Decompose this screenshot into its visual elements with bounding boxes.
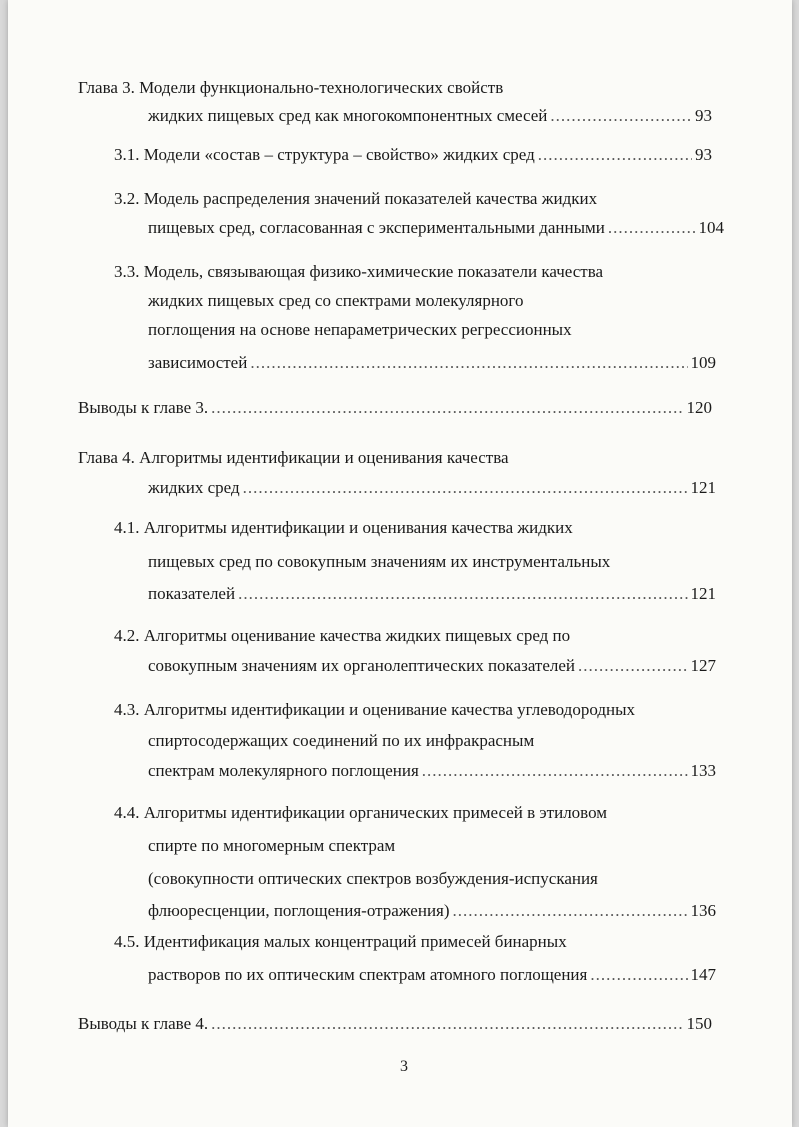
toc-page-number: 93 [695,106,712,125]
toc-page-number: 136 [690,901,716,920]
toc-entry-3-3-line3: поглощения на основе непараметрических регрессионных [148,320,572,339]
toc-page-number: 121 [690,584,716,603]
toc-entry-text: спектрам молекулярного поглощения [148,761,419,780]
toc-page-number: 150 [686,1014,712,1033]
toc-entry-4-3-line2: спиртосодержащих соединений по их инфракрасным [148,731,535,750]
toc-page-number: 109 [690,353,716,372]
toc-entry-text: пищевых сред, согласованная с экспериментальными данными [148,218,605,237]
leader-dots [453,901,688,921]
toc-entry-conclusions-4[interactable] [78,1014,712,1034]
toc-entry-text: показателей [148,584,236,603]
toc-entry-4-4-line3: (совокупности оптических спектров возбуждения-испускания [148,869,598,888]
toc-entry-text: жидких пищевых сред как многокомпонентных смесей [148,106,548,125]
chapter-4-title: Глава 4. Алгоритмы идентификации и оценивания качества [78,448,509,467]
toc-entry-4-4[interactable] [148,901,716,921]
leader-dots [538,145,692,165]
toc-page-number: 147 [690,965,716,984]
chapter-3-title: Глава 3. Модели функционально-технологических свойств [78,78,504,97]
leader-dots [243,478,688,498]
toc-entry-3-3[interactable] [148,353,716,373]
leader-dots [422,761,688,781]
toc-entry-4-4-line1: 4.4. Алгоритмы идентификации органических примесей в этиловом [114,803,608,822]
toc-page-number: 133 [690,761,716,780]
toc-page-number: 127 [690,656,716,675]
toc-entry-3-1[interactable] [114,145,712,165]
leader-dots [608,218,696,238]
toc-entry-4-3[interactable] [148,761,716,781]
leader-dots [250,353,687,373]
leader-dots [550,106,692,126]
toc-entry-3-3-line1: 3.3. Модель, связывающая физико-химические показатели качества [114,262,604,281]
toc-entry-4-1-line2: пищевых сред по совокупным значениям их инструментальных [148,552,611,571]
toc-entry-conclusions-3[interactable] [78,398,712,418]
toc-entry-text: Выводы к главе 3. [78,398,209,417]
toc-entry-chapter-4[interactable] [148,478,716,498]
toc-entry-text: жидких сред [148,478,240,497]
toc-entry-4-2[interactable] [148,656,716,676]
leader-dots [238,584,687,604]
toc-entry-text: Выводы к главе 4. [78,1014,209,1033]
toc-page-number: 120 [686,398,712,417]
toc-entry-text: 3.1. Модели «состав – структура – свойство» жидких сред [114,145,535,164]
document-page [8,0,792,1127]
leader-dots [211,398,683,418]
toc-entry-3-2-line1: 3.2. Модель распределения значений показателей качества жидких [114,189,598,208]
toc-entry-4-1-line1: 4.1. Алгоритмы идентификации и оценивания качества жидких [114,518,573,537]
toc-entry-4-5[interactable] [148,965,716,985]
toc-entry-3-3-line2: жидких пищевых сред со спектрами молекулярного [148,291,524,310]
toc-entry-4-1[interactable] [148,584,716,604]
toc-entry-3-2[interactable] [148,218,724,238]
leader-dots [211,1014,683,1034]
toc-entry-chapter-3[interactable] [148,106,712,126]
toc-entry-text: совокупным значениям их органолептических показателей [148,656,576,675]
toc-page-number: 93 [695,145,712,164]
page-number: 3 [400,1058,408,1075]
toc-page-number: 104 [698,218,724,237]
leader-dots [590,965,687,985]
toc-entry-text: флюоресценции, поглощения-отражения) [148,901,450,920]
toc-page-number: 121 [690,478,716,497]
toc-entry-4-3-line1: 4.3. Алгоритмы идентификации и оценивание качества углеводородных [114,700,636,719]
toc-entry-4-5-line1: 4.5. Идентификация малых концентраций примесей бинарных [114,932,567,951]
toc-entry-text: растворов по их оптическим спектрам атомного поглощения [148,965,588,984]
toc-entry-4-2-line1: 4.2. Алгоритмы оценивание качества жидких пищевых сред по [114,626,571,645]
toc-entry-4-4-line2: спирте по многомерным спектрам [148,836,396,855]
leader-dots [578,656,687,676]
toc-entry-text: зависимостей [148,353,248,372]
